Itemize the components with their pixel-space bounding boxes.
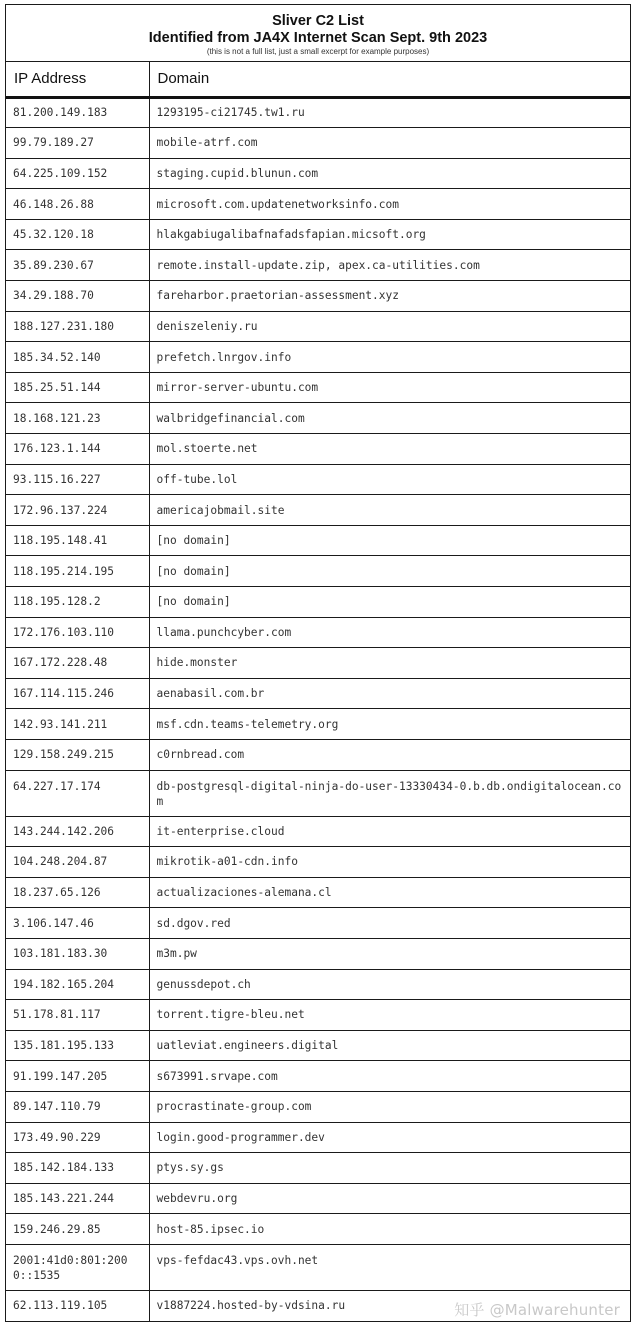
ip-address-cell: 194.182.165.204 — [6, 969, 149, 1000]
ip-address-cell: 118.195.148.41 — [6, 525, 149, 556]
domain-cell: walbridgefinancial.com — [149, 403, 630, 434]
ip-address-cell: 103.181.183.30 — [6, 938, 149, 969]
table-row — [6, 219, 630, 250]
domain-cell: llama.punchcyber.com — [149, 617, 630, 648]
domain-cell: hlakgabiugalibafnafadsfapian.micsoft.org — [149, 219, 630, 250]
table-row — [6, 908, 630, 939]
ip-address-cell: 2001:41d0:801:2000::1535 — [6, 1244, 149, 1290]
ip-address-cell: 64.225.109.152 — [6, 158, 149, 189]
domain-cell: staging.cupid.blunun.com — [149, 158, 630, 189]
table-row — [6, 342, 630, 373]
domain-cell: off-tube.lol — [149, 464, 630, 495]
ip-address-cell: 185.142.184.133 — [6, 1153, 149, 1184]
table-row — [6, 1214, 630, 1245]
domain-cell: host-85.ipsec.io — [149, 1214, 630, 1245]
watermark: 知乎 @Malwarehunter — [454, 1301, 620, 1319]
c2-table — [6, 62, 630, 1321]
table-row — [6, 158, 630, 189]
table-row — [6, 770, 630, 816]
domain-cell: mirror-server-ubuntu.com — [149, 372, 630, 403]
document-title: Sliver C2 List — [272, 13, 364, 29]
table-row — [6, 877, 630, 908]
table-row — [6, 464, 630, 495]
domain-cell: msf.cdn.teams-telemetry.org — [149, 709, 630, 740]
table-row — [6, 678, 630, 709]
table-row — [6, 1030, 630, 1061]
domain-cell: torrent.tigre-bleu.net — [149, 1000, 630, 1031]
ip-address-cell: 167.114.115.246 — [6, 678, 149, 709]
ip-address-cell: 46.148.26.88 — [6, 189, 149, 220]
table-row — [6, 709, 630, 740]
ip-address-cell: 64.227.17.174 — [6, 770, 149, 816]
ip-address-cell: 185.143.221.244 — [6, 1183, 149, 1214]
document-note: (this is not a full list, just a small excerpt for example purposes) — [206, 47, 430, 56]
domain-cell: [no domain] — [149, 556, 630, 587]
ip-address-cell: 172.176.103.110 — [6, 617, 149, 648]
ip-address-cell: 93.115.16.227 — [6, 464, 149, 495]
column-header-ip: IP Address — [6, 62, 149, 97]
ip-address-cell: 89.147.110.79 — [6, 1091, 149, 1122]
domain-cell: americajobmail.site — [149, 495, 630, 526]
table-row — [6, 403, 630, 434]
table-row — [6, 372, 630, 403]
domain-cell: [no domain] — [149, 587, 630, 618]
domain-cell: uatleviat.engineers.digital — [149, 1030, 630, 1061]
ip-address-cell: 142.93.141.211 — [6, 709, 149, 740]
domain-cell: hide.monster — [149, 648, 630, 679]
ip-address-cell: 118.195.214.195 — [6, 556, 149, 587]
domain-cell: vps-fefdac43.vps.ovh.net — [149, 1244, 630, 1290]
domain-cell: sd.dgov.red — [149, 908, 630, 939]
table-row — [6, 128, 630, 159]
document-subtitle: Identified from JA4X Internet Scan Sept. 9th 2023 — [148, 30, 488, 46]
ip-address-cell: 18.237.65.126 — [6, 877, 149, 908]
domain-cell: procrastinate-group.com — [149, 1091, 630, 1122]
ip-address-cell: 185.34.52.140 — [6, 342, 149, 373]
table-row — [6, 648, 630, 679]
domain-cell: login.good-programmer.dev — [149, 1122, 630, 1153]
ip-address-cell: 135.181.195.133 — [6, 1030, 149, 1061]
domain-cell: genussdepot.ch — [149, 969, 630, 1000]
ip-address-cell: 51.178.81.117 — [6, 1000, 149, 1031]
domain-cell: mobile-atrf.com — [149, 128, 630, 159]
table-row — [6, 1244, 630, 1290]
ip-address-cell: 185.25.51.144 — [6, 372, 149, 403]
table-row — [6, 250, 630, 281]
table-row — [6, 938, 630, 969]
ip-address-cell: 91.199.147.205 — [6, 1061, 149, 1092]
table-row — [6, 1183, 630, 1214]
table-row — [6, 816, 630, 847]
domain-cell: fareharbor.praetorian-assessment.xyz — [149, 281, 630, 312]
domain-cell: c0rnbread.com — [149, 739, 630, 770]
ip-address-cell: 176.123.1.144 — [6, 434, 149, 465]
table-row — [6, 189, 630, 220]
domain-cell: mikrotik-a01-cdn.info — [149, 847, 630, 878]
domain-cell: mol.stoerte.net — [149, 434, 630, 465]
document-frame — [5, 4, 631, 1322]
ip-address-cell: 143.244.142.206 — [6, 816, 149, 847]
domain-cell: v1887224.hosted-by-vdsina.ru — [156, 1299, 346, 1313]
table-row — [6, 739, 630, 770]
ip-address-cell: 159.246.29.85 — [6, 1214, 149, 1245]
ip-address-cell: 35.89.230.67 — [6, 250, 149, 281]
ip-address-cell: 99.79.189.27 — [6, 128, 149, 159]
table-row — [6, 587, 630, 618]
ip-address-cell: 118.195.128.2 — [6, 587, 149, 618]
domain-cell: m3m.pw — [149, 938, 630, 969]
table-row — [6, 556, 630, 587]
table-header-row — [6, 62, 630, 97]
table-row — [6, 1153, 630, 1184]
ip-address-cell: 172.96.137.224 — [6, 495, 149, 526]
table-row — [6, 281, 630, 312]
domain-cell: actualizaciones-alemana.cl — [149, 877, 630, 908]
domain-cell: ptys.sy.gs — [149, 1153, 630, 1184]
table-row — [6, 969, 630, 1000]
table-body — [6, 97, 630, 1321]
ip-address-cell: 167.172.228.48 — [6, 648, 149, 679]
table-row — [6, 1000, 630, 1031]
table-row — [6, 617, 630, 648]
table-row — [6, 97, 630, 128]
ip-address-cell: 3.106.147.46 — [6, 908, 149, 939]
domain-cell: s673991.srvape.com — [149, 1061, 630, 1092]
column-header-domain: Domain — [149, 62, 630, 97]
ip-address-cell: 34.29.188.70 — [6, 281, 149, 312]
table-row — [6, 847, 630, 878]
table-row — [6, 1061, 630, 1092]
ip-address-cell: 129.158.249.215 — [6, 739, 149, 770]
domain-cell: microsoft.com.updatenetworksinfo.com — [149, 189, 630, 220]
domain-cell: remote.install-update.zip, apex.ca-utilities.com — [149, 250, 630, 281]
ip-address-cell: 45.32.120.18 — [6, 219, 149, 250]
table-row — [6, 434, 630, 465]
domain-cell: [no domain] — [149, 525, 630, 556]
table-row — [6, 311, 630, 342]
ip-address-cell: 62.113.119.105 — [6, 1290, 149, 1321]
domain-cell: webdevru.org — [149, 1183, 630, 1214]
ip-address-cell: 188.127.231.180 — [6, 311, 149, 342]
ip-address-cell: 81.200.149.183 — [6, 97, 149, 128]
title-block — [6, 5, 630, 62]
table-row — [6, 1122, 630, 1153]
ip-address-cell: 104.248.204.87 — [6, 847, 149, 878]
domain-cell: 1293195-ci21745.tw1.ru — [149, 97, 630, 128]
table-row — [6, 525, 630, 556]
domain-cell: aenabasil.com.br — [149, 678, 630, 709]
domain-cell: db-postgresql-digital-ninja-do-user-13330434-0.b.db.ondigitalocean.com — [149, 770, 630, 816]
domain-cell: it-enterprise.cloud — [149, 816, 630, 847]
domain-cell: prefetch.lnrgov.info — [149, 342, 630, 373]
domain-cell: deniszeleniy.ru — [149, 311, 630, 342]
table-row — [6, 1091, 630, 1122]
ip-address-cell: 18.168.121.23 — [6, 403, 149, 434]
ip-address-cell: 173.49.90.229 — [6, 1122, 149, 1153]
table-row — [6, 495, 630, 526]
